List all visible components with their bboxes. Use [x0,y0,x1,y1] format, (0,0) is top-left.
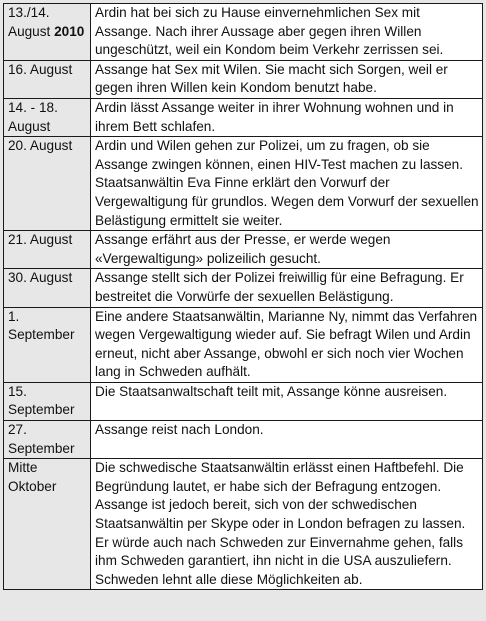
event-cell [91,98,483,136]
date-year: 2010 [54,23,85,39]
event-text: Ardin hat bei sich zu Hause einvernehmlichen Sex mit Assange. Nach ihrer Aussage aber gegen ihren Willen ungeschützt, weil ein Kondom beim Verkehr zerrissen sei. [95,5,444,58]
date-text: August [8,23,51,39]
event-cell [91,307,483,382]
event-text: Assange erfährt aus der Presse, er werde wegen «Vergewaltigung» polizeilich gesucht. [95,232,391,266]
event-text: Assange hat Sex mit Wilen. Sie macht sich Sorgen, weil er gegen ihren Willen kein Kondom benutzt habe. [95,61,448,96]
date-text: 20. August [8,138,73,154]
table-row [4,269,483,307]
date-cell [4,231,91,269]
event-text: Assange stellt sich der Polizei freiwillig für eine Befragung. Er bestreitet die Vorwürfe der sexuellen Belästigung. [95,270,464,304]
date-cell [4,60,91,98]
event-text: Die Staatsanwaltschaft teilt mit, Assange könne ausreisen. [95,383,448,399]
table-row [4,231,483,269]
event-text: Ardin lässt Assange weiter in ihrer Wohnung wohnen und in ihrem Bett schlafen. [95,99,454,134]
event-text: Ardin und Wilen gehen zur Polizei, um zu fragen, ob sie Assange zwingen können, einen HIV-Test machen zu lassen. Staatsanwältin Eva Finne erklärt den Vorwurf der Vergewaltigung für grundlos. Wegen dem Vorwurf der sexuellen Belästigung ermittelt sie weiter. [95,138,479,228]
date-text: 16. August [8,61,73,77]
date-cell [4,459,91,590]
event-cell [91,137,483,231]
event-cell [91,459,483,590]
event-cell [91,60,483,98]
table-row [4,382,483,420]
table-row [4,60,483,98]
date-cell [4,269,91,307]
event-text: Eine andere Staatsanwältin, Marianne Ny, nimmt das Verfahren wegen Vergewaltigung wieder auf. Sie befragt Wilen und Ardin erneut, nicht aber Assange, obwohl er sich noch vier Wochen lang in Schweden aufhält. [95,308,478,380]
event-cell [91,269,483,307]
date-cell [4,137,91,231]
date-text: 30. August [8,270,73,286]
event-cell [91,421,483,459]
date-text: August [8,118,51,134]
table-row [4,98,483,136]
event-cell [91,231,483,269]
table-row [4,421,483,459]
table-row [4,459,483,590]
timeline-table [3,3,483,590]
date-text: 15. [8,383,27,399]
date-text: Mitte [8,460,38,476]
date-text: 27. [8,422,27,438]
event-cell [91,382,483,420]
date-text: 14. - 18. [8,99,58,115]
date-text: 1. September [8,308,75,343]
date-text: September [8,402,75,418]
table-row [4,307,483,382]
date-cell [4,98,91,136]
date-text: 13./14. [8,5,50,20]
date-text: Oktober [8,478,57,494]
table-row [4,4,483,61]
date-text: 21. August [8,232,73,248]
table-row [4,137,483,231]
event-text: Die schwedische Staatsanwältin erlässt einen Haftbefehl. Die Begründung lautet, er habe sich der Befragung entzogen. Assange ist jedoch bereit, sich von der schwedischen Staatsanwältin per Skype oder in London befragen zu lassen. Er würde auch nach Schweden zur Einvernahme gehen, falls ihm Schweden garantiert, ihn nicht in die USA auszuliefern. Schweden lehnt alle diese Möglichkeiten ab. [95,460,466,587]
date-cell [4,421,91,459]
date-text: September [8,440,75,456]
event-text: Assange reist nach London. [95,422,264,438]
date-cell [4,4,91,61]
event-cell [91,4,483,61]
date-cell [4,382,91,420]
date-cell [4,307,91,382]
